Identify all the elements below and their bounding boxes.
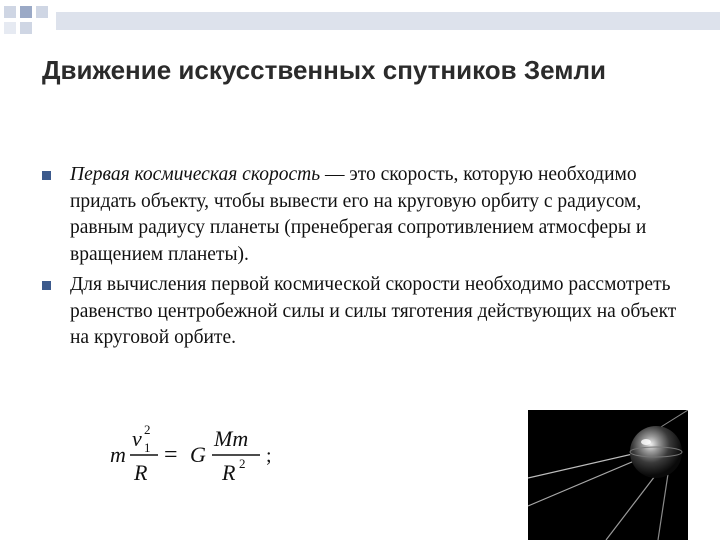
slide-title: Движение искусственных спутников Земли	[42, 55, 606, 85]
satellite-photo	[528, 410, 688, 540]
formula-G: G	[190, 442, 206, 467]
bullet-square-icon	[42, 281, 51, 290]
corner-decoration	[0, 0, 720, 40]
satellite-icon	[528, 410, 688, 540]
formula-v-sub: 1	[144, 440, 151, 455]
bullet-square-icon	[42, 171, 51, 180]
formula-equals: =	[164, 442, 178, 468]
formula	[108, 418, 293, 490]
formula-R: R	[134, 460, 148, 485]
formula-semicolon: ;	[266, 445, 272, 467]
formula-v-sup: 2	[144, 422, 151, 437]
formula-R2-sup: 2	[239, 456, 246, 471]
formula-mass-m: m	[110, 442, 126, 467]
bullet-text: — это скорость, которую необходимо придать объекту, чтобы вывести его на круговую орбиту с радиусом, равным радиусу планеты (пренебрегая сопротивлением атмосферы и вращением планеты).	[70, 164, 647, 265]
formula-Mm: Mm	[214, 426, 249, 451]
bullet-text: Для вычисления первой космической скорости необходимо рассмотреть равенство центробежной силы и силы тяготения действующих на объект на круговой орбите.	[70, 274, 677, 348]
bullet-item	[42, 272, 682, 352]
formula-v: v	[132, 426, 142, 451]
formula-R2: R	[222, 460, 236, 485]
bullet-emphasis: Первая космическая скорость	[70, 164, 321, 185]
bullet-item	[42, 162, 682, 268]
bullet-list	[42, 162, 682, 356]
